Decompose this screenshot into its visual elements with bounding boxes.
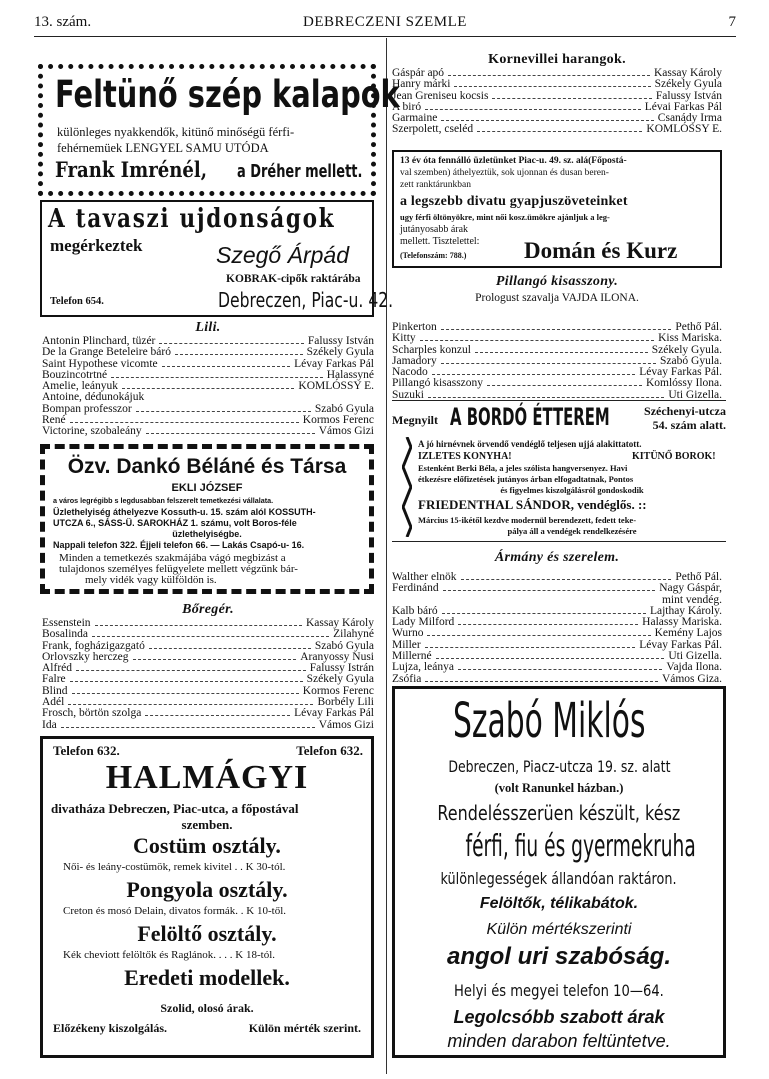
halmagyi-h2: Pongyola osztály.: [126, 877, 288, 902]
kalapok-line1: különleges nyakkendők, kitünő minőségü férfi-: [57, 125, 295, 139]
szabo-l1: Debreczen, Piacz-utcza 19. sz. alatt: [447, 757, 671, 776]
role-name: Kalb báró: [392, 604, 438, 617]
bordo-l6: Március 15-ikétől kezdve modernül berendezett, fedett teke-: [418, 515, 637, 525]
szabo-l9: Helyi és megyei telefon 10—64.: [454, 981, 664, 1000]
cast-row: [392, 124, 722, 135]
role-name: Pillangó kisasszony: [392, 377, 484, 390]
doman-l5: jutányosabb árak: [400, 224, 469, 235]
actor-name: Kassay Károly: [653, 67, 722, 79]
role-name: Hanry márki: [392, 78, 451, 91]
role-name: Bompan professzor: [42, 402, 132, 415]
actor-name: mint vendég.: [661, 593, 722, 606]
role-name: Frank, fogházigazgató: [42, 639, 145, 652]
role-name: Suzuki: [392, 388, 424, 401]
doman-name: Domán és Kurz: [524, 238, 678, 263]
ad-doman: [392, 150, 722, 268]
doman-l6: mellett. Tisztelettel:: [400, 236, 480, 247]
bordo-l1: A jó hirnévnek örvendő vendéglő teljesen ujjá alakittatott.: [418, 439, 642, 449]
cast-boreger: [42, 602, 374, 731]
role-name: René: [42, 414, 66, 427]
szego-line: KOBRAK-cipők raktárába: [226, 273, 361, 285]
szabo-l6: Felöltők, télikabátok.: [479, 895, 639, 912]
halmagyi-h1: Costüm osztály.: [133, 833, 281, 858]
szabo-l5: különlegességek állandóan raktáron.: [440, 869, 678, 888]
actor-name: Vajda Ilona.: [666, 661, 722, 674]
actor-name: Csanády Irma: [657, 112, 722, 125]
cast-row: [392, 583, 722, 594]
leader-dashes: [175, 347, 303, 355]
halmagyi-l1: divatháza Debreczen, Piac-utca, a főpostával: [51, 801, 299, 816]
role-name: Saint Hypothese vicomte: [42, 357, 158, 370]
leader-dashes: [70, 674, 303, 682]
role-name: Frosch, börtön szolga: [42, 707, 142, 720]
danko-l7: tulajdonos személyes felügyelete mellett végzünk bár-: [59, 563, 298, 575]
role-name: Adél: [42, 696, 65, 709]
role-name: Szerpolett, cseléd: [392, 123, 474, 136]
bordo-r2: 54. szám alatt.: [652, 418, 726, 432]
leader-dashes: [441, 322, 672, 330]
actor-name: Székely Gyula.: [651, 343, 722, 356]
role-name: Alfréd: [42, 662, 73, 675]
role-name: Falre: [42, 673, 66, 686]
role-name: A biró: [392, 100, 422, 113]
actor-name: Pethő Pál.: [675, 321, 722, 333]
role-name: Miller: [392, 638, 421, 651]
cast-pillango: [392, 274, 722, 401]
actor-name: KOMLÓSSY E.: [646, 123, 722, 136]
role-name: De la Grange Beteleire báró: [42, 346, 171, 359]
leader-dashes: [133, 652, 297, 660]
role-name: Zsófia: [392, 672, 422, 685]
cast-row: [392, 674, 722, 685]
ad-bordo: [392, 400, 726, 542]
boreger-title: Bőregér.: [182, 602, 234, 617]
column-divider: [386, 38, 387, 1074]
bordo-left: Megnyilt: [392, 413, 438, 427]
leader-dashes: [492, 91, 651, 99]
bordo-l2: IZLETES KONYHA!: [418, 451, 512, 462]
actor-name: Lévay Farkas Pál: [294, 707, 374, 720]
actor-name: Falussy István: [655, 89, 722, 102]
szego-title: A tavaszi ujdonságok: [48, 204, 336, 234]
role-name: Millerné: [392, 650, 432, 663]
role-name: Lujza, leánya: [392, 661, 454, 674]
leader-dashes: [458, 617, 638, 625]
bordo-l7: pálya áll a vendégek rendelkezésére: [507, 526, 637, 536]
szabo-l2: (volt Ranunkel házban.): [494, 781, 624, 795]
actor-name: Uti Gizella.: [668, 388, 722, 401]
actor-name: Lajthay Károly.: [649, 604, 722, 617]
cast-row: [392, 79, 722, 90]
actor-name: Uti Gizella.: [668, 650, 722, 663]
actor-name: Pethő Pál.: [675, 571, 722, 583]
cast-row: [42, 426, 374, 437]
leader-dashes: [145, 708, 290, 716]
lili-title: Lili.: [195, 320, 221, 335]
actor-name: Kiss Mariska.: [658, 332, 722, 345]
role-name: Bosalinda: [42, 628, 88, 641]
actor-name: Kormos Ferenc: [302, 414, 374, 427]
leader-dashes: [136, 404, 311, 412]
actor-name: Vámos Gizi: [318, 425, 374, 438]
armany-list: [392, 572, 722, 685]
leader-dashes: [448, 68, 650, 76]
actor-name: Falussy Istrán: [309, 662, 374, 675]
actor-name: Székely Gyula: [306, 346, 374, 359]
bordo-l3: Estenként Berki Béla, a jeles szólista hangversenyez. Havi: [418, 463, 628, 473]
leader-dashes: [72, 686, 299, 694]
leader-dashes: [420, 333, 654, 341]
actor-name: Kormos Ferenc: [302, 684, 374, 697]
kalapok-title: Feltünő szép kalapok: [55, 73, 400, 116]
leader-dashes: [111, 370, 323, 378]
szabo-l3: Rendelésszerüen készült, kész: [437, 801, 681, 825]
role-name: Walther elnök: [392, 571, 457, 583]
role-name: Wurno: [392, 627, 424, 640]
halmagyi-d3: Kék cheviott felöltők és Raglánok. . . . K 18-tól.: [63, 949, 276, 961]
danko-l4: üzlethelyiségbe.: [172, 529, 242, 539]
bordo-ornament: [402, 437, 412, 537]
actor-name: Szabó Gyula: [314, 402, 374, 415]
leader-dashes: [432, 367, 636, 375]
bordo-l4: étkezésre előfizetések jutányos árban elfogadtatnak, Pontos: [418, 474, 634, 484]
leader-dashes: [425, 102, 641, 110]
szabo-l4: férfi, fiu és gyermekruha: [465, 829, 696, 864]
bordo-title: A BORDÓ ÉTTEREM: [450, 403, 610, 431]
role-name: Orlovszky herczeg: [42, 650, 129, 663]
pillango-sub: Prologust szavalja VAJDA ILONA.: [475, 292, 639, 304]
szabo-title: Szabó Miklós: [453, 693, 646, 749]
danko-title: Özv. Dankó Béláné és Társa: [67, 455, 347, 478]
cast-row: [42, 708, 374, 719]
cast-row: [42, 629, 374, 640]
role-name: Essenstein: [42, 617, 91, 629]
leader-dashes: [443, 583, 656, 591]
danko-l2: Üzlethelyiség áthelyezve Kossuth-u. 15. szám alól KOSSUTH-: [53, 507, 316, 517]
halmagyi-d2: Creton és mosó Delain, divatos formák. . K 10-től.: [63, 905, 287, 917]
halmagyi-f2b: Külön mérték szerint.: [248, 1021, 361, 1035]
role-name: Victorine, szobaleány: [42, 425, 142, 438]
cast-row: [42, 720, 374, 731]
cast-kornevillei: [392, 52, 722, 136]
role-name: Antonin Plinchard, tüzér: [42, 335, 156, 347]
role-name: Antoine, dédunokájuk: [42, 391, 145, 404]
szego-phone: Telefon 654.: [50, 296, 104, 307]
danko-l3: UTCZA 6., SÁSS-Ü. SAROKHÁZ 1. számu, volt Boros-féle: [53, 518, 297, 528]
bordo-r1: Széchenyi-utcza: [644, 404, 726, 418]
doman-l3: zett ranktárunkban: [400, 180, 471, 190]
leader-dashes: [454, 79, 650, 87]
bordo-l2b: KITÜNŐ BOROK!: [632, 451, 716, 462]
pillango-list: [392, 322, 722, 401]
role-name: Scharples konzul: [392, 343, 471, 356]
actor-name: Lévay Farkas Pál.: [639, 366, 722, 379]
halmagyi-f1: Szolid, olosó árak.: [160, 1001, 254, 1015]
actor-name: Székely Gyula: [306, 673, 374, 686]
ad-danko: [40, 444, 374, 594]
cast-lili: [42, 320, 374, 438]
lili-list: [42, 336, 374, 438]
danko-l8: mely vidék vagy külföldön is.: [85, 574, 217, 586]
role-name: Jean Greniseu kocsis: [392, 89, 489, 102]
role-name: Pinkerton: [392, 321, 437, 333]
role-name: Kitty: [392, 332, 416, 345]
pillango-title: Pillangó kisasszony.: [495, 274, 619, 289]
role-name: Garmaine: [392, 112, 438, 125]
leader-dashes: [122, 381, 294, 389]
leader-dashes: [441, 356, 656, 364]
actor-name: Kemény Lajos: [654, 627, 722, 640]
leader-dashes: [95, 618, 302, 626]
kornevillei-title: Kornevillei harangok.: [488, 52, 626, 67]
halmagyi-tel2: Telefon 632.: [296, 743, 363, 758]
leader-dashes: [146, 426, 315, 434]
actor-name: Székely Gyula: [654, 78, 722, 91]
leader-dashes: [92, 629, 329, 637]
doman-l2: val szemben) áthelyeztük, sok ujonnan és dusan beren-: [400, 168, 609, 178]
actor-name: Falussy István: [307, 335, 374, 347]
doman-big: a legszebb divatu gyapjuszöveteinket: [400, 194, 628, 209]
leader-dashes: [76, 663, 306, 671]
leader-dashes: [68, 697, 313, 705]
role-name: Lady Milford: [392, 616, 455, 629]
actor-name: Lévai Farkas Pál: [644, 100, 722, 113]
danko-l5: Nappali telefon 322. Éjjeli telefon 66. — Lakás Csapó-u- 16.: [53, 540, 305, 550]
actor-name: Komlóssy Ilona.: [645, 377, 722, 390]
actor-name: Vámos Gizi: [318, 718, 374, 731]
leader-dashes: [159, 336, 303, 344]
role-name: Blind: [42, 684, 68, 697]
leader-dashes: [441, 113, 653, 121]
halmagyi-f2a: Előzékeny kiszolgálás.: [53, 1021, 168, 1035]
szabo-l7: Külön mértékszerinti: [486, 921, 632, 938]
leader-dashes: [442, 606, 646, 614]
cast-row: [42, 618, 374, 629]
doman-l1: 13 év óta fennálló üzletünket Piac-u. 49. sz. alá(Főpostá-: [400, 156, 627, 166]
leader-dashes: [425, 640, 636, 648]
szabo-l11: minden darabon feltüntetve.: [447, 1031, 671, 1051]
actor-name: Halassyné: [326, 368, 374, 381]
leader-dashes: [427, 628, 650, 636]
page-number: 7: [728, 14, 736, 30]
role-name: Amelie, leányuk: [42, 380, 119, 393]
szego-name: Szegő Árpád: [216, 242, 349, 268]
actor-name: Szabó Gyula.: [660, 354, 722, 367]
actor-name: Lévay Farkas Pál.: [639, 638, 722, 651]
actor-name: Borbély Lili: [317, 696, 374, 709]
armany-title: Ármány és szerelem.: [494, 550, 620, 565]
leader-dashes: [436, 651, 665, 659]
leader-dashes: [461, 572, 672, 580]
journal-title: DEBRECZENI SZEMLE: [303, 14, 467, 30]
kalapok-line2: fehérnemüek LENGYEL SAMU UTÓDA: [57, 141, 269, 155]
actor-name: Nagy Gáspár,: [659, 582, 722, 595]
bordo-l5: és figyelmes kiszolgálásról gondoskodik: [500, 485, 644, 495]
actor-name: Lévay Farkas Pál: [294, 357, 374, 370]
doman-l4: ugy férfi öltönyökre, mint női kosz.ümökre ajánljuk a leg-: [400, 212, 610, 222]
actor-name: Halassy Mariska.: [642, 616, 722, 629]
cast-armany: [392, 550, 722, 685]
role-name: Jamadory: [392, 354, 437, 367]
actor-name: Vámos Giza.: [661, 672, 722, 685]
boreger-list: [42, 618, 374, 731]
danko-l6: Minden a temetkezés szakmájába vágó megbizást a: [59, 552, 286, 564]
halmagyi-h4: Eredeti modellek.: [124, 965, 290, 990]
halmagyi-title: HALMÁGYI: [105, 759, 309, 796]
cast-row: [392, 662, 722, 673]
leader-dashes: [425, 674, 658, 682]
actor-name: Aranyossy Nusi: [300, 650, 374, 663]
ad-szego: [40, 200, 394, 317]
leader-dashes: [487, 378, 642, 386]
role-name: Gáspár apó: [392, 67, 445, 79]
leader-dashes: [162, 359, 291, 367]
ad-halmagyi: [40, 736, 374, 1058]
leader-dashes: [70, 415, 299, 423]
szabo-l8: angol uri szabóság.: [446, 943, 672, 970]
ad-kalapok: [38, 64, 400, 196]
leader-dashes: [477, 124, 642, 132]
szego-sub: megérkeztek: [50, 236, 143, 255]
halmagyi-tel1: Telefon 632.: [53, 743, 120, 758]
cast-row: [392, 333, 722, 344]
danko-sub: EKLI JÓZSEF: [171, 482, 243, 494]
cast-row: [42, 347, 374, 358]
page-header: [34, 14, 736, 37]
bordo-name: FRIEDENTHAL SÁNDOR, vendéglős. ::: [418, 497, 647, 512]
kalapok-name: Frank Imrénél,: [55, 157, 207, 182]
leader-dashes: [61, 720, 315, 728]
issue-number: 13. szám.: [34, 14, 92, 30]
actor-name: Kassay Károly: [305, 617, 374, 629]
kornevillei-list: [392, 68, 722, 136]
szabo-l10: Legolcsóbb szabott árak: [453, 1007, 665, 1027]
role-name: Ferdinánd: [392, 582, 439, 595]
halmagyi-l2: szemben.: [181, 817, 233, 832]
doman-phone: (Telefonszám: 788.): [400, 251, 467, 260]
actor-name: Zilahyné: [333, 628, 374, 641]
leader-dashes: [149, 641, 311, 649]
danko-l1: a város legrégibb s legdusabban felszerelt temetkezési vállalata.: [53, 496, 274, 505]
leader-dashes: [458, 662, 662, 670]
szego-addr: Debreczen, Piac-u. 42.: [218, 288, 394, 312]
ad-szabo: [392, 686, 726, 1058]
role-name: Bouzincotrtné: [42, 368, 108, 381]
leader-dashes: [475, 345, 648, 353]
halmagyi-d1: Női- és leány-costümök, remek kivitel . . K 30-tól.: [63, 861, 286, 873]
actor-name: KOMLÓSSY E.: [298, 380, 374, 393]
role-name: Ida: [42, 718, 57, 731]
leader-dashes: [428, 390, 664, 398]
actor-name: Szabó Gyula: [314, 639, 374, 652]
role-name: Nacodo: [392, 366, 428, 379]
kalapok-place: a Dréher mellett.: [237, 161, 363, 182]
halmagyi-h3: Felöltő osztály.: [137, 921, 277, 946]
